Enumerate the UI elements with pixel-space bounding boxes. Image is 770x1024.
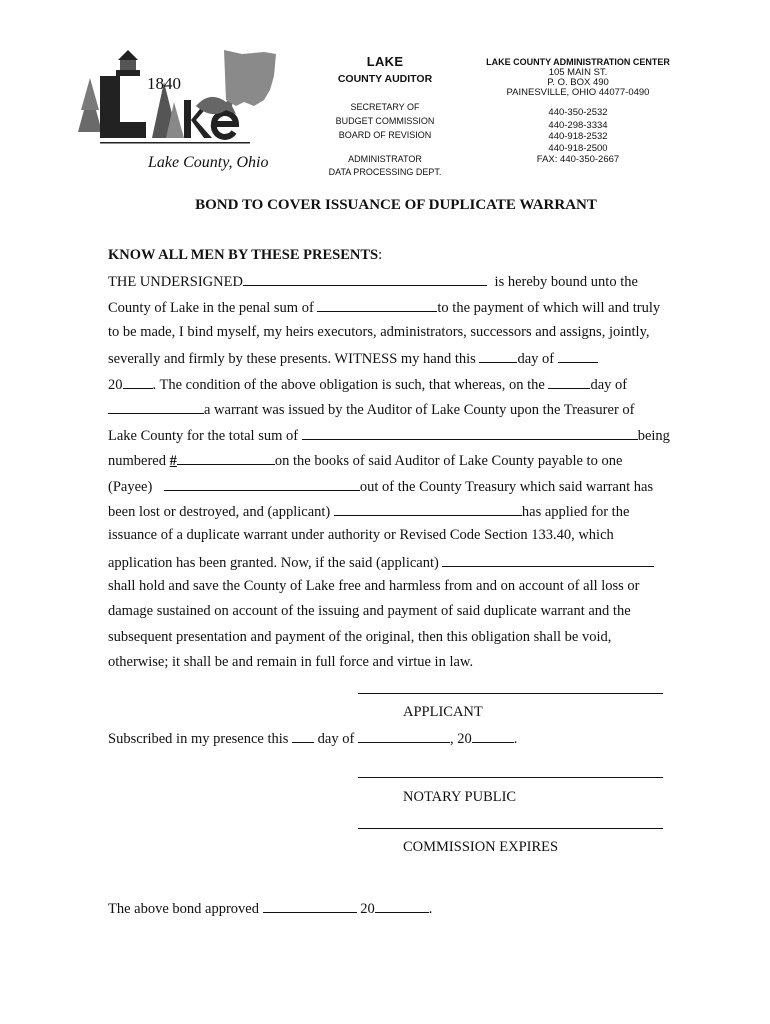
text-total-sum: Lake County for the total sum of <box>108 428 299 444</box>
text-applied: has applied for the <box>521 504 630 520</box>
paragraph-line-15: subsequent presentation and payment of the original, then this obligation shall be void, <box>108 629 612 645</box>
text-being: being <box>637 428 670 444</box>
admin-center-name: LAKE COUNTY ADMINISTRATION CENTER <box>486 57 670 67</box>
issue-day-blank[interactable] <box>548 375 590 389</box>
department-secretary: SECRETARY OF <box>350 102 420 112</box>
notary-label: NOTARY PUBLIC <box>403 789 517 805</box>
witness-year-blank[interactable] <box>123 375 153 389</box>
text-numbered: numbered <box>108 453 166 469</box>
paragraph-line-10 <box>108 502 629 521</box>
total-sum-blank[interactable] <box>302 426 638 440</box>
text-condition: . The condition of the above obligation is such, that whereas, on the <box>152 377 545 393</box>
issue-month-blank[interactable] <box>108 400 204 414</box>
paragraph-line-4 <box>108 349 598 368</box>
document-title: BOND TO COVER ISSUANCE OF DUPLICATE WARRANT <box>195 197 597 213</box>
fax-line <box>483 154 673 165</box>
paragraph-line-1 <box>108 272 638 291</box>
applicant-label: APPLICANT <box>403 704 483 720</box>
text-approved: The above bond approved <box>108 901 259 917</box>
notary-signature-line[interactable] <box>358 777 663 778</box>
subscribed-day-blank[interactable] <box>292 729 314 743</box>
text-undersigned: THE UNDERSIGNED <box>108 274 243 290</box>
text-warrant-issued: a warrant was issued by the Auditor of Lake County upon the Treasurer of <box>204 402 635 418</box>
intro-heading <box>108 247 382 264</box>
admin-dept: DATA PROCESSING DEPT. <box>328 167 442 177</box>
text-witness: severally and firmly by these presents. WITNESS my hand this <box>108 351 476 367</box>
paragraph-line-5 <box>108 375 627 394</box>
admin-title: ADMINISTRATOR <box>348 154 422 164</box>
text-period: . <box>513 731 518 747</box>
text-day-of-2: day of <box>590 377 628 393</box>
undersigned-blank[interactable] <box>243 272 487 286</box>
witness-day-blank[interactable] <box>479 349 517 363</box>
text-granted: application has been granted. Now, if the said (applicant) <box>108 555 439 571</box>
paragraph-line-7 <box>108 426 670 445</box>
paragraph-line-16: otherwise; it shall be and remain in full force and virtue in law. <box>108 654 474 670</box>
auditor-title: COUNTY AUDITOR <box>337 73 433 85</box>
text-day-of: day of <box>517 351 555 367</box>
fax-label: FAX: <box>536 154 558 165</box>
subscribed-line <box>108 729 517 748</box>
text-approved-20: 20 <box>360 901 375 917</box>
paragraph-line-6 <box>108 400 634 419</box>
address-line-2: P. O. BOX 490 <box>547 77 609 88</box>
intro-colon: : <box>378 247 383 263</box>
approved-line <box>108 899 432 918</box>
logo-year: 1840 <box>147 74 181 93</box>
paragraph-line-14: damage sustained on account of the issuing and payment of said duplicate warrant and the <box>108 603 631 619</box>
phone-1: 440-350-2532 <box>548 107 608 118</box>
paragraph-line-3: to be made, I bind myself, my heirs executors, administrators, successors and assigns, jointly, <box>108 324 650 340</box>
phone-4: 440-918-2500 <box>548 143 608 154</box>
text-subscribed: Subscribed in my presence this <box>108 731 289 747</box>
text-books: on the books of said Auditor of Lake County payable to one <box>274 453 623 469</box>
paragraph-line-9 <box>108 477 653 496</box>
commission-label: COMMISSION EXPIRES <box>403 839 559 855</box>
logo-caption: Lake County, Ohio <box>148 154 269 171</box>
approved-date-blank[interactable] <box>263 899 357 913</box>
text-treasury: out of the County Treasury which said warrant has <box>359 479 654 495</box>
text-penal-sum: County of Lake in the penal sum of <box>108 300 314 316</box>
address-line-3: PAINESVILLE, OHIO 44077-0490 <box>506 87 650 98</box>
penal-sum-blank[interactable] <box>317 298 437 312</box>
paragraph-line-11: issuance of a duplicate warrant under authority or Revised Code Section 133.40, which <box>108 527 614 543</box>
phone-3: 440-918-2532 <box>548 131 608 142</box>
text-payment: to the payment of which will and truly <box>437 300 661 316</box>
text-approved-period: . <box>428 901 433 917</box>
auditor-county: LAKE <box>366 54 404 69</box>
subscribed-month-blank[interactable] <box>358 729 450 743</box>
applicant-name-blank[interactable] <box>334 502 522 516</box>
witness-month-blank[interactable] <box>558 349 598 363</box>
commission-expires-line[interactable] <box>358 828 663 829</box>
intro-text: KNOW ALL MEN BY THESE PRESENTS <box>108 247 379 263</box>
paragraph-line-8 <box>108 451 622 470</box>
department-revision: BOARD OF REVISION <box>338 130 432 140</box>
text-subscribed-20: , 20 <box>449 731 472 747</box>
address-line-1: 105 MAIN ST. <box>548 67 608 78</box>
subscribed-year-blank[interactable] <box>472 729 514 743</box>
text-subscribed-day-of: day of <box>317 731 355 747</box>
applicant-name-blank-2[interactable] <box>442 553 654 567</box>
fax-number: 440-350-2667 <box>560 154 620 165</box>
department-budget: BUDGET COMMISSION <box>335 116 435 126</box>
applicant-signature-line[interactable] <box>358 693 663 694</box>
paragraph-line-12 <box>108 553 654 572</box>
warrant-number-blank[interactable] <box>177 451 275 465</box>
text-lost: been lost or destroyed, and (applicant) <box>108 504 331 520</box>
text-bound: is hereby bound unto the <box>494 274 638 290</box>
text-20: 20 <box>108 377 123 393</box>
phone-2: 440-298-3334 <box>548 120 608 131</box>
text-hash: # <box>169 453 177 469</box>
paragraph-line-2 <box>108 298 660 317</box>
approved-year-blank[interactable] <box>375 899 429 913</box>
paragraph-line-13: shall hold and save the County of Lake free and harmless from and on account of all loss or <box>108 578 640 594</box>
text-payee: (Payee) <box>108 479 153 495</box>
payee-blank[interactable] <box>164 477 360 491</box>
